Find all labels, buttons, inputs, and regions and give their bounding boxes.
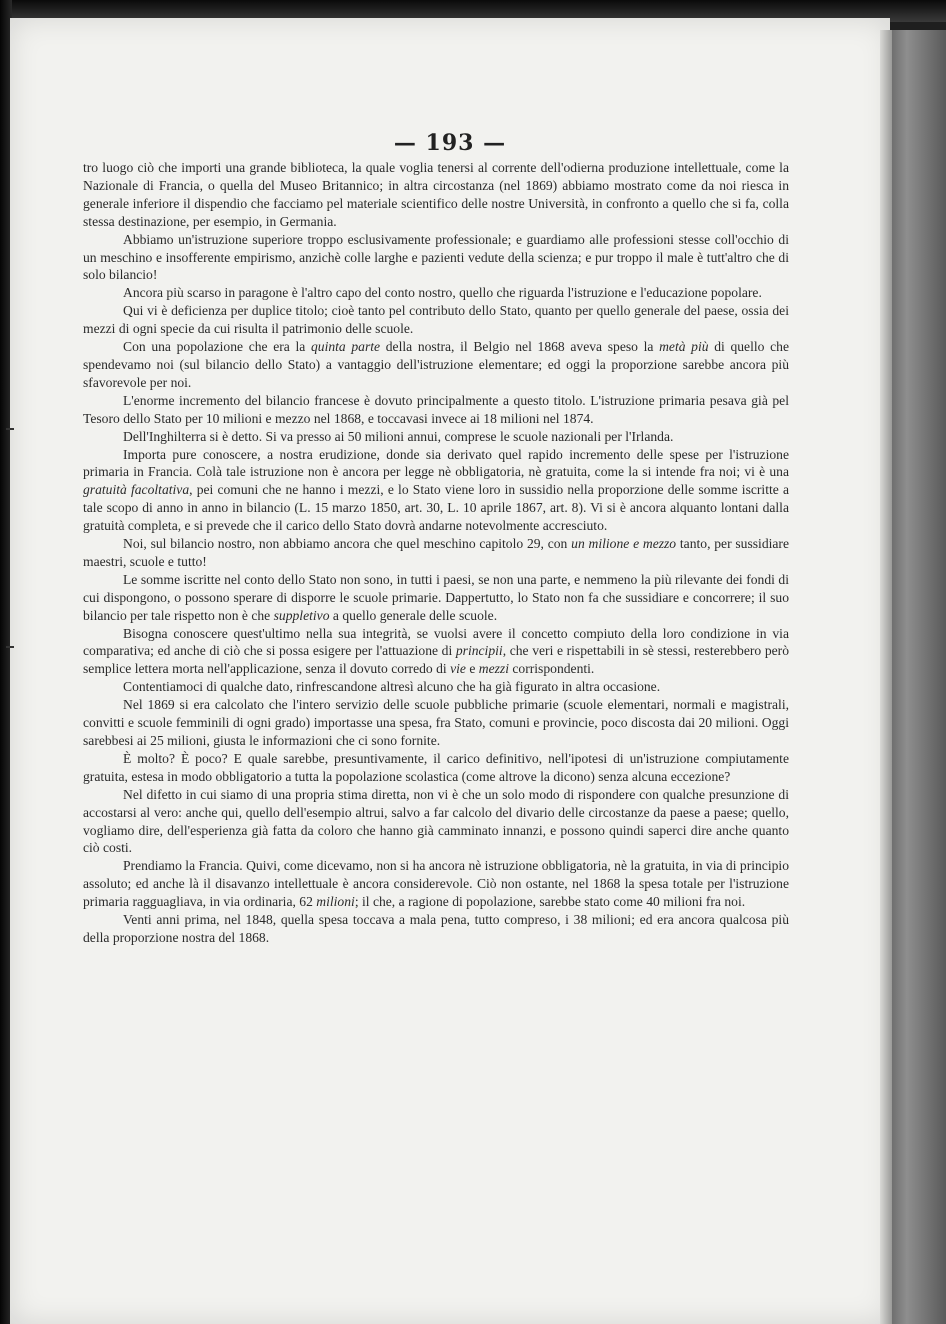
text-run: È molto? È poco? E quale sarebbe, presuntivamente, il carico definitivo, nell'ipotesi di un'istruzione compiutamente gratuita, estesa in modo obbligatorio a tutta la popolazione scolastica (come altrove la dicono) senza alcuna eccezione?: [83, 750, 789, 784]
paragraph: [83, 625, 789, 679]
paragraph: [83, 696, 789, 750]
paragraph: [83, 338, 789, 392]
text-run: tanto, per sussidiare maestri, scuole e tutto!: [83, 536, 789, 569]
paragraph: [83, 678, 789, 696]
document-page: [10, 18, 890, 1324]
body-text: [83, 159, 789, 947]
italic-text: mezzi: [478, 661, 509, 677]
text-run: Ancora più scarso in paragone è l'altro capo del conto nostro, quello che riguarda l'istruzione e l'educazione popolare.: [123, 285, 762, 301]
paragraph: [83, 571, 789, 625]
text-run: Con una popolazione che era la: [123, 339, 311, 355]
paragraph: [83, 535, 789, 571]
page-fold: [880, 30, 892, 1324]
margin-mark: [6, 646, 14, 648]
paragraph: [83, 428, 789, 446]
text-run: Le somme iscritte nel conto dello Stato non sono, in tutti i paesi, se non una parte, e nemmeno la più rilevante dei fondi di cui dispongono, o possono sperare di disporre le scuole primarie. Dappertutto, lo Stato non fa che sussidiare e concorrere; il suo bilancio per tale rispetto non è che: [83, 571, 789, 623]
paragraph: [83, 231, 789, 285]
text-run: Dell'Inghilterra si è detto. Si va presso ai 50 milioni annui, comprese le scuole nazionali per l'Irlanda.: [123, 428, 674, 444]
italic-text: gratuità facoltativa: [83, 482, 190, 498]
text-run: Bisogna conoscere quest'ultimo nella sua integrità, se vuolsi avere il concetto compiuto della loro condizione in via comparativa; ed anche di ciò che si possa esigere per l'attuazione di: [83, 625, 789, 659]
page-number: — 193 —: [393, 130, 507, 156]
paragraph: [83, 857, 789, 911]
italic-text: vie: [450, 661, 466, 677]
text-run: Contentiamoci di qualche dato, rinfrescandone altresì alcuno che ha già figurato in altra occasione.: [123, 679, 661, 695]
paragraph: [83, 750, 789, 786]
text-run: a quello generale delle scuole.: [329, 607, 498, 623]
paragraph: [83, 392, 789, 428]
text-run: Nel 1869 si era calcolato che l'intero servizio delle scuole pubbliche primarie (scuole elementari, normali e magistrali, convitti e scuole femminili di ogni grado) importasse una spesa, fra Stato, comuni e provincie, poco discosta dai 20 milioni. Oggi sarebbesi ai 25 milioni, giusta le informazioni che ci sono fornite.: [83, 697, 789, 748]
italic-text: quinta parte: [310, 339, 381, 355]
text-run: L'enorme incremento del bilancio francese è dovuto principalmente a questo titolo. L'istruzione primaria pesava già pel Tesoro dello Stato per 10 milioni e mezzo nel 1868, e toccavasi invece ai 18 milioni nel 1874.: [83, 392, 789, 426]
text-run: Venti anni prima, nel 1848, quella spesa toccava a mala pena, tutto compreso, i 38 milioni; ed era ancora qualcosa più della proporzione nostra del 1868.: [83, 912, 789, 945]
italic-text: suppletivo: [273, 607, 330, 623]
text-run: e: [465, 661, 479, 677]
text-run: Importa pure conoscere, a nostra erudizione, donde sia derivato quel rapido incremento delle spese per l'istruzione primaria in Francia. Colà tale istruzione non è ancora per legge nè obbligatoria, nè gratuita, come la si intende fra noi; vi è una: [83, 446, 789, 480]
italic-text: principii: [455, 643, 503, 659]
text-run: corrispondenti.: [509, 661, 595, 677]
paragraph: [83, 302, 789, 338]
italic-text: un milione e mezzo: [571, 536, 677, 552]
paragraph: [83, 159, 789, 231]
margin-mark: [6, 428, 14, 430]
text-run: Abbiamo un'istruzione superiore troppo esclusivamente professionale; e guardiamo alle professioni stesse coll'occhio di un meschino e insofferente empirismo, anzichè colle larghe e pazienti vedute della scienza; e pur troppo il male è tutt'altro che di solo bilancio!: [83, 231, 789, 283]
paragraph: [83, 786, 789, 858]
text-run: Nel difetto in cui siamo di una propria stima diretta, non vi è che un solo modo di rispondere con qualche presunzione di accostarsi al vero: anche qui, quello dell'esempio altrui, salvo a far calcolo del divario delle circostanze da paese a paese; quello, vogliamo dire, dell'esperienza già fatta da coloro che hanno già camminato innanzi, e possono quindi saperci dire anche quanto ciò costi.: [83, 786, 789, 856]
text-run: , che veri e rispettabili in sè stessi, resterebbero però semplice lettera morta nell'applicazione, senza il dovuto corredo di: [83, 643, 789, 677]
text-run: di quello che spendevamo noi (sul bilancio dello Stato) a vantaggio dell'istruzione elementare; ed oggi la proporzione sarebbe ancora più sfavorevole per noi.: [83, 339, 789, 390]
text-run: della nostra, il Belgio nel 1868 aveva speso la: [380, 339, 660, 355]
text-run: tro luogo ciò che importi una grande biblioteca, la quale voglia tenersi al corrente dell'odierna produzione intellettuale, come la Nazionale di Francia, o quella del Museo Britannico; in altra circostanza (nel 1869) abbiamo mostrato come da noi riesca in generale inferiore il dispendio che facciamo pel materiale scientifico delle nostre Università, in confronto a quello che si fa, colla stessa destinazione, per esempio, in Germania.: [83, 160, 789, 229]
text-run: Noi, sul bilancio nostro, non abbiamo ancora che quel meschino capitolo 29, con: [123, 536, 572, 552]
italic-text: milioni: [316, 894, 355, 910]
text-run: Qui vi è deficienza per duplice titolo; cioè tanto pel contributo dello Stato, quanto per quello generale del paese, ossia dei mezzi di ogni specie da cui risulta il patrimonio delle scuole.: [83, 303, 789, 337]
text-run: , pei comuni che ne hanno i mezzi, e lo Stato viene loro in sussidio nella proporzione delle somme iscritte a tale scopo di anno in anno in bilancio (L. 15 marzo 1850, art. 30, L. 10 aprile 1867, art. 8). Vi si è ancora alquanto lontani dalla gratuità completa, e si prevede che il carico dello Stato dovrà andarne notevolmente accresciuto.: [83, 482, 789, 534]
text-run: ; il che, a ragione di popolazione, sarebbe stato come 40 milioni fra noi.: [354, 894, 746, 910]
paragraph: [83, 284, 789, 302]
paragraph: [83, 911, 789, 947]
italic-text: metà più: [659, 339, 709, 355]
paragraph: [83, 446, 789, 536]
text-run: Prendiamo la Francia. Quivi, come dicevamo, non si ha ancora nè istruzione obbligatoria, nè la gratuita, in via di principio assoluto; ed anche là il disavanzo intellettuale è ancora considerevole. Ciò non ostante, nel 1868 la spesa totale per l'istruzione primaria ragguagliava, in via ordinaria, 62: [83, 858, 789, 910]
book-edge: [890, 30, 946, 1324]
